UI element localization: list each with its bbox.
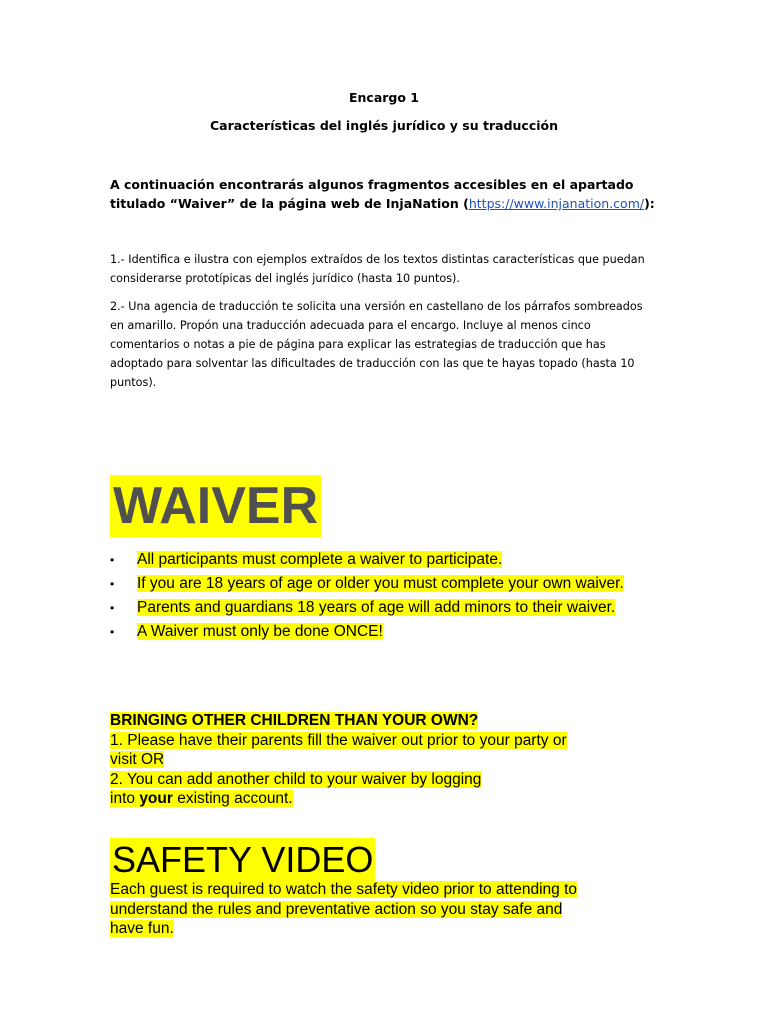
bullet-icon: • <box>110 625 115 639</box>
task-2: 2.- Una agencia de traducción te solicita una versión en castellano de los párrafos sombreados en amarillo. Propón una traducción adecuada para el encargo. Incluye al menos cinco comentarios o notas a pie de página para explicar las estrategias de traducción que has adoptado para solventar las dificultades de traducción con las que te hayas topado (hasta 10 puntos). <box>110 300 643 389</box>
list-item <box>110 620 670 644</box>
assignment-subtitle: Características del inglés jurídico y su traducción <box>209 118 559 133</box>
bullet-text: All participants must complete a waiver to participate. <box>137 551 503 568</box>
bringing-item-2-prefix: into <box>110 790 140 807</box>
bringing-heading: BRINGING OTHER CHILDREN THAN YOUR OWN? <box>110 712 479 729</box>
bullet-text: A Waiver must only be done ONCE! <box>137 623 383 640</box>
list-item <box>110 596 627 620</box>
bullet-icon: • <box>110 601 115 615</box>
intro-text-after: ): <box>644 196 655 211</box>
safety-line-1: Each guest is required to watch the safety video prior to attending to <box>110 881 577 898</box>
injanation-link[interactable]: https://www.injanation.com/ <box>468 196 645 211</box>
bringing-item-2-line-2 <box>110 790 293 807</box>
bullet-text: Parents and guardians 18 years of age will add minors to their waiver. <box>137 599 616 616</box>
waiver-bullet-list <box>110 548 670 644</box>
safety-line-3: have fun. <box>110 920 174 937</box>
safety-video-text <box>110 880 670 939</box>
bringing-item-2-emphasis: your <box>139 790 173 807</box>
list-item <box>110 572 627 596</box>
bringing-item-2-line-1: 2. You can add another child to your waiver by logging <box>110 770 482 788</box>
bringing-item-2-suffix: existing account. <box>172 790 293 807</box>
safety-line-2: understand the rules and preventative action so you stay safe and <box>110 900 563 918</box>
bullet-text: If you are 18 years of age or older you must complete your own waiver. <box>137 575 624 592</box>
bringing-item-1-line-2: visit OR <box>110 751 165 768</box>
bullet-icon: • <box>110 577 115 591</box>
list-item <box>110 548 670 572</box>
bringing-item-1-line-1: 1. Please have their parents fill the waiver out prior to your party or <box>110 731 567 749</box>
assignment-title: Encargo 1 <box>348 90 420 105</box>
intro-text-before: A continuación encontrarás algunos fragmentos accesibles en el apartado titulado “Waiver” de la página web de InjaNation ( <box>110 177 634 211</box>
bringing-section <box>110 711 670 809</box>
task-1: 1.- Identifica e ilustra con ejemplos extraídos de los textos distintas características que puedan considerarse prototípicas del inglés jurídico (hasta 10 puntos). <box>110 253 645 285</box>
intro-paragraph <box>110 175 660 213</box>
waiver-heading: WAIVER <box>110 475 321 537</box>
safety-video-heading: SAFETY VIDEO <box>112 839 374 880</box>
bullet-icon: • <box>110 553 115 567</box>
